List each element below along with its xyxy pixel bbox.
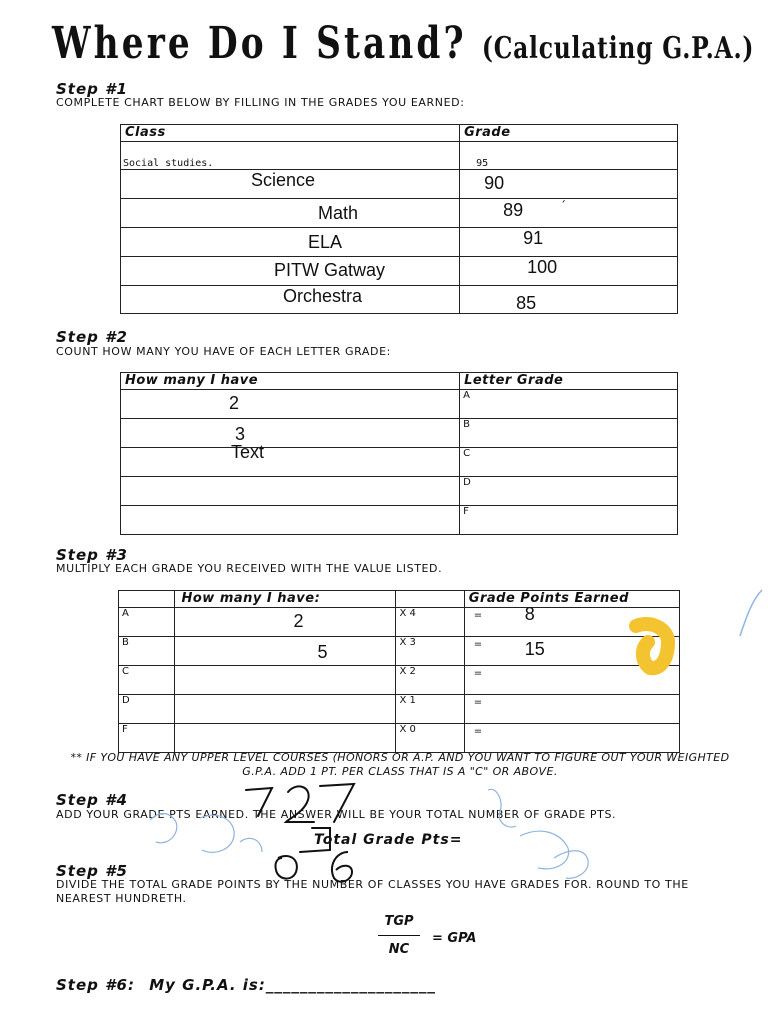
letter-value: D: [463, 477, 471, 488]
blue-stroke: [740, 590, 762, 636]
step3-label: Step #3: [56, 546, 128, 564]
grade-header: Grade: [464, 125, 511, 140]
step4-label: Step #4: [56, 791, 128, 809]
total-grade-pts-label: Total Grade Pts=: [314, 832, 463, 848]
equals-gpa: = GPA: [432, 931, 477, 946]
equals-sign: =: [473, 610, 483, 621]
class-value: Math: [318, 203, 359, 223]
points-value: 8: [524, 604, 535, 624]
stray-mark: ´: [560, 199, 567, 213]
count-value: 2: [229, 393, 240, 413]
class-value: Science: [251, 170, 316, 190]
letter-value: C: [463, 448, 471, 459]
step1-instruction: COMPLETE CHART BELOW BY FILLING IN THE GRADES YOU EARNED:: [56, 96, 465, 109]
text-placeholder: Text: [231, 442, 265, 462]
step1-label: Step #1: [56, 80, 128, 98]
equals-sign: =: [473, 668, 483, 679]
step3-instruction: MULTIPLY EACH GRADE YOU RECEIVED WITH THE VALUE LISTED.: [56, 562, 443, 575]
points-header: Grade Points Earned: [468, 591, 629, 606]
handwritten-six: [332, 852, 352, 882]
class-header: Class: [125, 125, 166, 140]
highlight-mark: [636, 624, 668, 668]
step5-instruction: DIVIDE THE TOTAL GRADE POINTS BY THE NUMBER OF CLASSES YOU HAVE GRADES FOR. ROUND TO THE NEAREST HUNDRETH.: [56, 878, 689, 905]
mult-value: X 2: [399, 666, 416, 677]
title-main: Where Do I Stand?: [52, 18, 467, 69]
blue-stroke: [488, 789, 516, 827]
mult-value: X 3: [399, 637, 416, 648]
step5-label: Step #5: [56, 862, 128, 880]
blue-stroke: [200, 815, 234, 852]
blue-stroke: [520, 831, 569, 869]
class-value: Orchestra: [283, 286, 363, 306]
how-many-header: How many I have: [125, 373, 259, 388]
handwritten-seven: [246, 788, 272, 816]
equals-sign: =: [473, 697, 483, 708]
letter-value: A: [463, 390, 470, 401]
blue-stroke: [554, 851, 588, 879]
letter-value: D: [122, 695, 130, 706]
count-value: 2: [293, 611, 304, 631]
step6-text: My G.P.A. is:____________________: [149, 976, 436, 994]
handwritten-seven: [320, 784, 354, 822]
handwritten-two: [286, 786, 314, 822]
blue-stroke: [150, 813, 177, 842]
how-many-header: How many I have:: [181, 591, 321, 606]
equals-sign: =: [473, 726, 483, 737]
letter-value: F: [122, 724, 128, 735]
step4-instruction: ADD YOUR GRADE PTS EARNED. THE ANSWER WILL BE YOUR TOTAL NUMBER OF GRADE PTS.: [56, 808, 617, 821]
class-value: Social studies.: [123, 158, 214, 169]
handwritten-zero: [275, 856, 296, 879]
fraction-numerator: TGP: [384, 914, 414, 929]
mult-value: X 4: [399, 608, 416, 619]
fraction-denominator: NC: [388, 942, 410, 957]
grade-value: 95: [476, 158, 489, 169]
grade-value: 85: [516, 293, 537, 313]
equals-sign: =: [473, 639, 483, 650]
mult-value: X 1: [399, 695, 416, 706]
letter-value: F: [463, 506, 469, 517]
letter-header: Letter Grade: [464, 373, 564, 388]
weighted-note: ** IF YOU HAVE ANY UPPER LEVEL COURSES (HONORS OR A.P. AND YOU WANT TO FIGURE OUT YOUR WEIGHTED G.P.A. ADD 1 PT. PER CLASS THAT IS A "C" OR ABOVE.: [70, 751, 730, 778]
title-sub: (Calculating G.P.A.): [481, 31, 755, 66]
letter-value: A: [122, 608, 129, 619]
mult-value: X 0: [399, 724, 416, 735]
grade-value: 89: [503, 200, 524, 220]
step2-label: Step #2: [56, 328, 128, 346]
letter-value: B: [463, 419, 470, 430]
class-value: PITW Gatway: [274, 260, 386, 280]
letter-value: B: [122, 637, 129, 648]
step6-label: Step #6:: [56, 976, 135, 994]
count-value: 5: [317, 642, 328, 662]
handwritten-bracket: [300, 828, 330, 852]
grade-value: 91: [523, 228, 544, 248]
blue-stroke: [240, 838, 262, 852]
class-value: ELA: [308, 232, 343, 252]
step2-instruction: COUNT HOW MANY YOU HAVE OF EACH LETTER GRADE:: [56, 345, 391, 358]
points-value: 15: [524, 639, 545, 659]
count-value: 3: [235, 424, 246, 444]
grade-value: 100: [527, 257, 558, 277]
letter-value: C: [122, 666, 129, 677]
grade-value: 90: [484, 173, 505, 193]
